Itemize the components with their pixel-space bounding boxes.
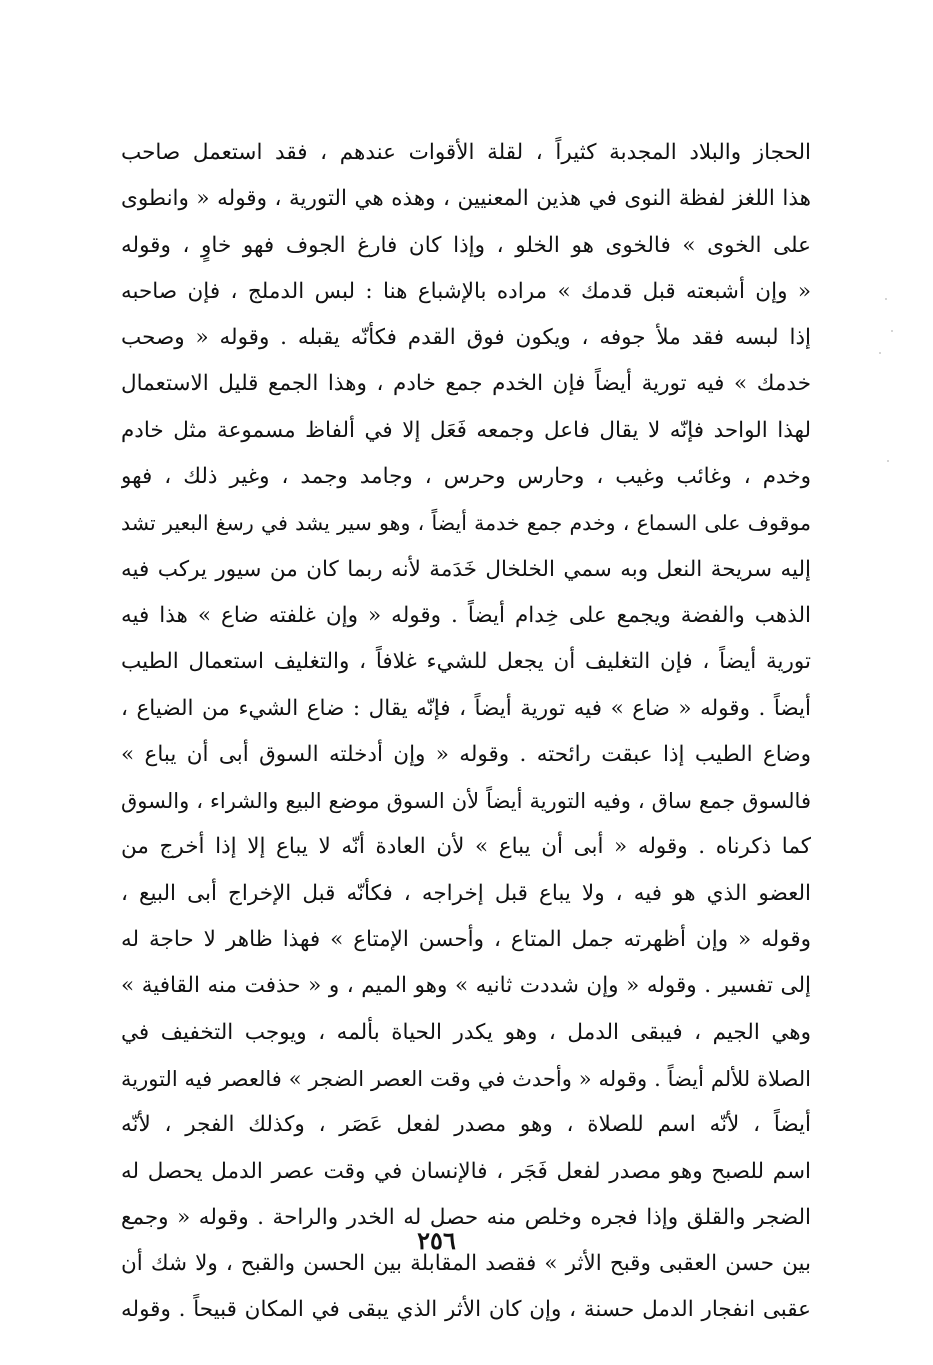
text-line: الضجر والقلق وإذا فجره وخلص منه حصل له الخدر والراحة . وقوله « وجمع bbox=[121, 1204, 811, 1230]
text-line: بين حسن العقبى وقبح الأثر » فقصد المقابلة بين الحسن والقبح ، ولا شك أن bbox=[121, 1251, 811, 1277]
text-line: تورية أيضاً ، فإن التغليف أن يجعل للشيء غلافاً ، والتغليف استعمال الطيب bbox=[121, 649, 811, 675]
text-line: العضو الذي هو فيه ، ولا يباع قبل إخراجه ، فكأنّه قبل الإخراج أبى البيع ، bbox=[121, 880, 811, 906]
page-number: ٢٥٦ bbox=[417, 1226, 456, 1255]
text-line: لهذا الواحد فإنّه لا يقال فاعل وجمعه فَعَل إلا في ألفاظ مسموعة مثل خادم bbox=[121, 417, 811, 443]
text-line: وضاع الطيب إذا عبقت رائحته . وقوله « وإن أدخلته السوق أبى أن يباع » bbox=[121, 741, 811, 767]
text-line: الذهب والفضة ويجمع على خِدام أيضاً . وقوله « وإن غلفته ضاع » هذا فيه bbox=[121, 602, 811, 628]
text-line: خدمك » فيه تورية أيضاً فإن الخدم جمع خادم ، وهذا الجمع قليل الاستعمال bbox=[121, 371, 811, 397]
text-line: كما ذكرناه . وقوله « أبى أن يباع » لأن العادة أنّه لا يباع إلا إذا أخرج من bbox=[121, 834, 811, 860]
text-line: الصلاة للألم أيضاً . وقوله « وأحدث في وقت العصر الضجر » فالعصر فيه التورية bbox=[121, 1066, 811, 1091]
text-line: الحجاز والبلاد المجدبة كثيراً ، لقلة الأقوات عندهم ، فقد استعمل صاحب bbox=[121, 140, 811, 165]
text-line: على الخوى » فالخوى هو الخلو ، وإذا كان فارغ الجوف فهو خاوٍ ، وقوله bbox=[121, 232, 811, 258]
text-line: اسم للصبح وهو مصدر لفعل فَجَر ، فالإنسان في وقت عصر الدمل يحصل له bbox=[121, 1158, 811, 1184]
text-line: وقوله « وإن أظهرته جمل المتاع ، وأحسن الإمتاع » فهذا ظاهر لا حاجة له bbox=[121, 927, 811, 953]
scan-speck bbox=[891, 330, 893, 332]
scan-speck bbox=[879, 352, 881, 354]
text-line: أيضاً ، لأنّه اسم للصلاة ، وهو مصدر لفعل عَصَر ، وكذلك الفجر ، لأنّه bbox=[121, 1112, 811, 1138]
text-line: وهي الجيم ، فيبقى الدمل ، وهو يكدر الحياة بألمه ، ويوجب التخفيف في bbox=[121, 1019, 811, 1045]
text-line: موقوف على السماع ، وخدم جمع خدمة أيضاً ، وهو سير يشد في رسغ البعير تشد bbox=[121, 511, 811, 536]
text-line: إذا لبسه فقد ملأ جوفه ، ويكون فوق القدم فكأنّه يقبله . وقوله « وصحب bbox=[121, 325, 811, 351]
text-line: هذا اللغز لفظة النوى في هذين المعنيين ، وهذه هي التورية ، وقوله « وانطوى bbox=[121, 186, 811, 212]
scan-speck bbox=[887, 460, 889, 462]
text-line: أيضاً . وقوله « ضاع » فيه تورية أيضاً ، فإنّه يقال : ضاع الشيء من الضياع ، bbox=[121, 695, 811, 721]
text-line: إليه سريحة النعل وبه سمي الخلخال خَدَمة لأنه ربما كان من سيور يركب فيه bbox=[121, 556, 811, 582]
text-line: « وإن أشبعته قبل قدمك » مراده بالإشباع هنا : لبس الدملج ، فإن صاحبه bbox=[121, 278, 811, 304]
body-text bbox=[121, 130, 811, 1334]
text-line: وخدم ، وغائب وغيب ، وحارس وحرس ، وجامد وجمد ، وغير ذلك ، فهو bbox=[121, 464, 811, 490]
text-line: إلى تفسير . وقوله « وإن شددت ثانيه » وهو الميم ، و « حذفت منه القافية » bbox=[121, 973, 811, 999]
text-line: فالسوق جمع ساق ، وفيه التورية أيضاً لأن السوق موضع البيع والشراء ، والسوق bbox=[121, 789, 811, 814]
scan-speck bbox=[885, 298, 887, 300]
text-line: عقبى انفجار الدمل حسنة ، وإن كان الأثر الذي يبقى في المكان قبيحاً . وقوله bbox=[121, 1297, 811, 1323]
